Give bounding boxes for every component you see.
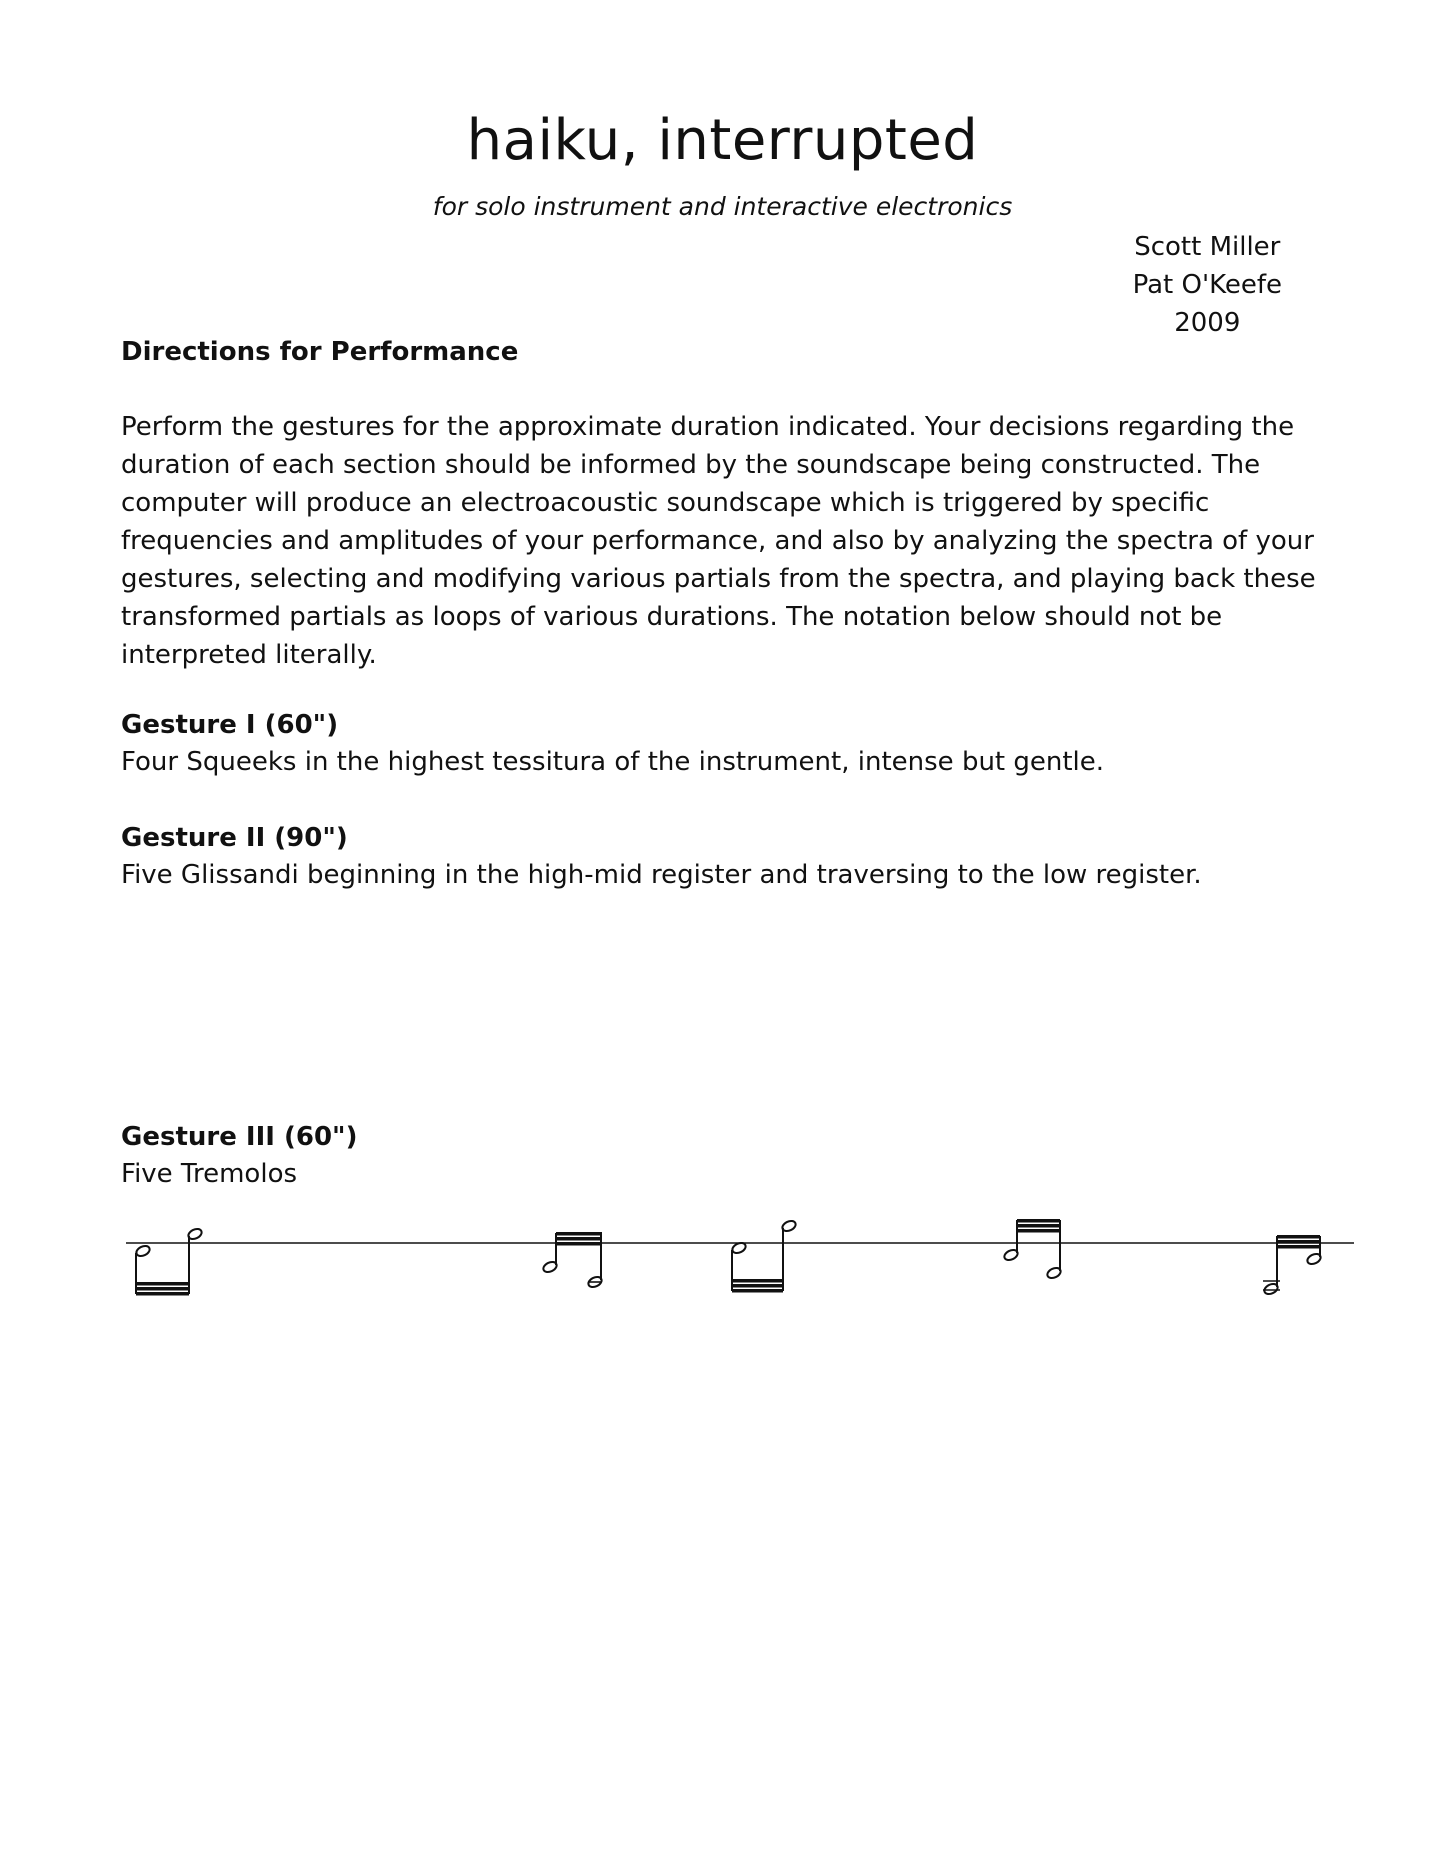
gesture-1-heading: Gesture I (60") bbox=[121, 710, 339, 740]
directions-heading: Directions for Performance bbox=[121, 337, 519, 367]
tremolo-figure bbox=[542, 1232, 603, 1289]
author-name: Pat O'Keefe bbox=[1132, 270, 1282, 300]
year: 2009 bbox=[1174, 308, 1241, 338]
page-title: haiku, interrupted bbox=[466, 108, 979, 173]
gesture-2-heading: Gesture II (90") bbox=[121, 823, 348, 853]
gesture-1-description: Four Squeeks in the highest tessitura of the instrument, intense but gentle. bbox=[121, 747, 1105, 777]
author-name: Scott Miller bbox=[1134, 232, 1281, 262]
author-block bbox=[1133, 228, 1282, 342]
tremolo-figure bbox=[135, 1227, 203, 1296]
tremolo-figure bbox=[1003, 1219, 1062, 1280]
subtitle: for solo instrument and interactive electronics bbox=[432, 192, 1013, 221]
gesture-3-heading: Gesture III (60") bbox=[121, 1122, 358, 1152]
gesture-2-description: Five Glissandi beginning in the high-mid register and traversing to the low register. bbox=[121, 860, 1202, 890]
tremolo-figure bbox=[1263, 1235, 1322, 1296]
directions-paragraph: Perform the gestures for the approximate duration indicated. Your decisions regarding the duration of each section should be informed by the soundscape being constructed. The computer will produce an electroacoustic soundscape which is triggered by specific frequencies and amplitudes of your performance, and also by analyzing the spectra of your gestures, selecting and modifying various partials from the spectra, and playing back these transformed partials as loops of various durations. The notation below should not be interpreted literally. bbox=[121, 412, 1316, 670]
tremolo-figure bbox=[731, 1219, 797, 1293]
gesture-3-description: Five Tremolos bbox=[121, 1159, 298, 1189]
tremolo-notation bbox=[120, 1218, 1360, 1308]
